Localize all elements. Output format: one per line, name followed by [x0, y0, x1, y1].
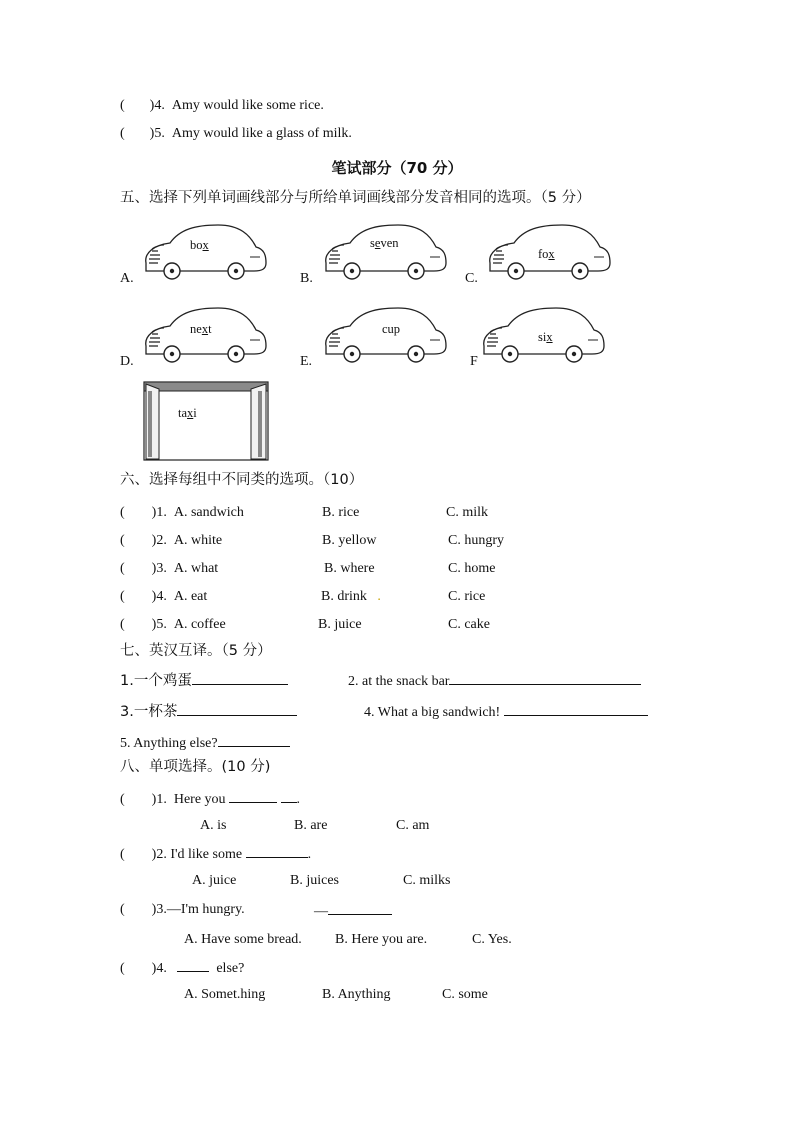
mc-question-2: ( )2. I'd like some .: [120, 844, 311, 864]
car-image-a: [140, 220, 268, 286]
translate-item-3: 3.一杯茶: [120, 702, 297, 722]
answer-blank[interactable]: [218, 733, 290, 747]
translate-item-4: 4. What a big sandwich!: [364, 702, 648, 722]
answer-blank[interactable]: [229, 789, 277, 803]
option-label-b: B.: [300, 271, 313, 286]
listening-item-4: ( )4. Amy would like some rice.: [120, 98, 324, 113]
s6-row-2-b: B. yellow: [322, 533, 377, 548]
s6-row-1-c: C. milk: [446, 505, 489, 520]
s6-row-4-b: B. drink .: [321, 589, 381, 604]
translate-item-2: 2. at the snack bar: [348, 671, 641, 691]
mc-q4-option-a: A. Somet.hing: [184, 987, 266, 1002]
option-label-a: A.: [120, 271, 134, 286]
mc-question-1: ( )1. Here you .: [120, 789, 300, 809]
mc-q3-response: —: [314, 901, 392, 921]
mc-question-3: ( )3.—I'm hungry.: [120, 902, 245, 917]
car-word-a: box: [190, 238, 209, 252]
s6-row-4: ( )4. A. eat: [120, 589, 208, 604]
mc-q2-option-a: A. juice: [192, 873, 237, 888]
written-section-title: 笔试部分（70 分）: [331, 159, 463, 177]
mc-q3-option-b: B. Here you are.: [335, 932, 428, 947]
answer-paren: (: [120, 126, 125, 141]
option-label-c: C.: [465, 271, 478, 286]
s6-row-3: ( )3. A. what: [120, 561, 219, 576]
mc-q1-option-a: A. is: [200, 818, 227, 833]
answer-blank[interactable]: [449, 671, 641, 685]
listening-item-5: ( )5. Amy would like a glass of milk.: [120, 126, 352, 141]
translate-item-1: 1.一个鸡蛋: [120, 671, 288, 691]
answer-blank[interactable]: [504, 702, 648, 716]
answer-blank[interactable]: [192, 671, 288, 685]
s6-row-2: ( )2. A. white: [120, 533, 223, 548]
mc-q1-option-c: C. am: [396, 818, 430, 833]
answer-blank[interactable]: [177, 702, 297, 716]
s6-row-1-b: B. rice: [322, 505, 360, 520]
translate-item-5: 5. Anything else?: [120, 733, 290, 753]
s6-row-4-c: C. rice: [448, 589, 486, 604]
answer-blank[interactable]: [281, 789, 297, 803]
answer-paren: (: [120, 98, 125, 113]
car-image-b: [320, 220, 448, 286]
s6-row-1: ( )1. A. sandwich: [120, 505, 244, 520]
mc-question-4: ( )4. else?: [120, 958, 244, 978]
s6-row-3-c: C. home: [448, 561, 496, 576]
mc-q3-option-c: C. Yes.: [472, 932, 512, 947]
option-label-e: E.: [300, 354, 313, 369]
car-word-d: next: [190, 322, 212, 336]
s6-row-5-c: C. cake: [448, 617, 490, 632]
section-8-heading: 八、单项选择。(10 分): [120, 759, 271, 775]
answer-blank[interactable]: [328, 901, 392, 915]
stray-dot-mark: .: [377, 589, 381, 604]
section-7-heading: 七、英汉互译。（5 分）: [120, 643, 272, 659]
mc-q2-option-c: C. milks: [403, 873, 451, 888]
answer-blank[interactable]: [177, 958, 209, 972]
s6-row-3-b: B. where: [324, 561, 375, 576]
s6-row-2-c: C. hungry: [448, 533, 504, 548]
mc-q2-option-b: B. juices: [290, 873, 339, 888]
answer-blank[interactable]: [246, 844, 308, 858]
section-5-heading: 五、选择下列单词画线部分与所给单词画线部分发音相同的选项。（5 分）: [120, 190, 591, 206]
option-label-d: D.: [120, 354, 134, 369]
mc-q4-option-c: C. some: [442, 987, 488, 1002]
mc-q1-option-b: B. are: [294, 818, 328, 833]
car-word-b: seven: [370, 236, 399, 250]
garage-word: taxi: [178, 406, 197, 420]
section-6-heading: 六、选择每组中不同类的选项。（10）: [120, 472, 364, 488]
mc-q4-option-b: B. Anything: [322, 987, 391, 1002]
mc-q3-option-a: A. Have some bread.: [184, 932, 302, 947]
s6-row-5-b: B. juice: [318, 617, 362, 632]
car-word-c: fox: [538, 247, 555, 261]
car-word-e: cup: [382, 322, 401, 336]
s6-row-5: ( )5. A. coffee: [120, 617, 226, 632]
garage-image: [143, 381, 269, 461]
car-word-f: six: [538, 330, 553, 344]
option-label-f: F: [470, 354, 478, 369]
